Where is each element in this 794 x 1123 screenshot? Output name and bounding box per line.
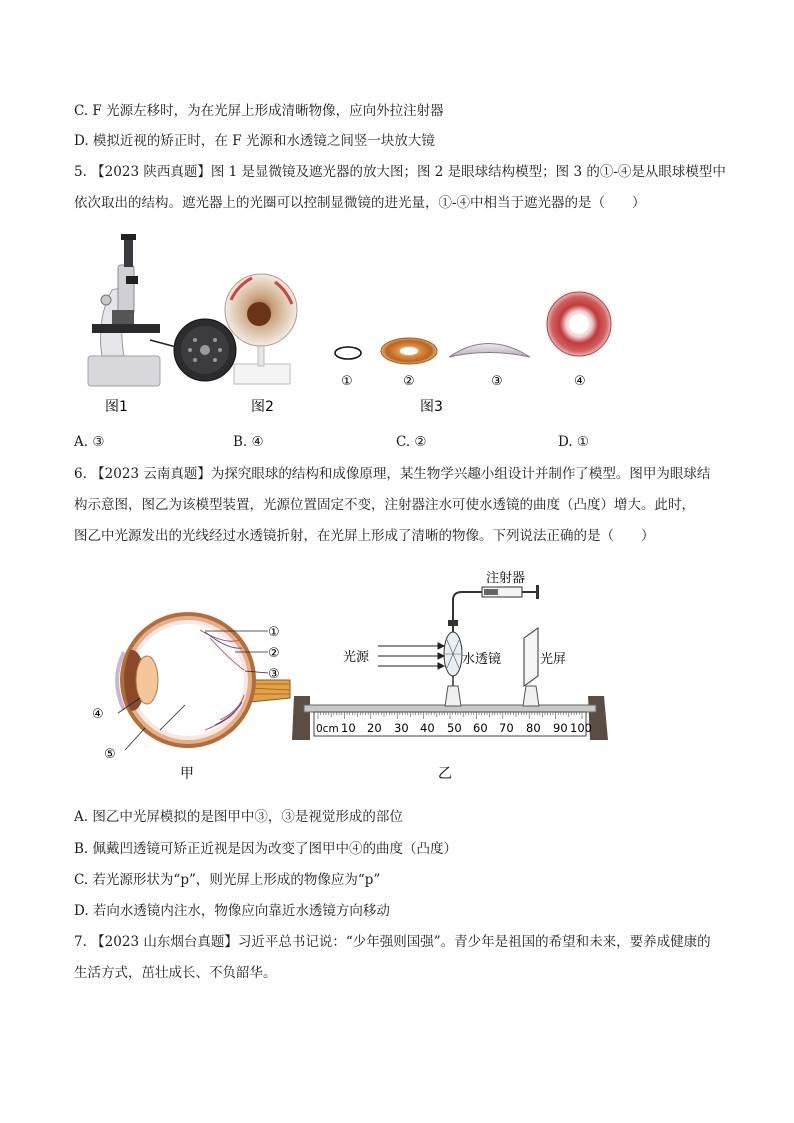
ruler-num-60: 60 [473, 721, 488, 735]
q6-option-b: B. 佩戴凹透镜可矫正近视是因为改变了图甲中④的曲度（凸度） [74, 841, 458, 857]
label-3: ③ [268, 667, 280, 682]
screen-label: 光屏 [540, 652, 567, 667]
q6-option-c: C. 若光源形状为“p”，则光屏上形成的物像应为“p” [74, 872, 381, 888]
light-screen [523, 628, 539, 706]
ruler-num-30: 30 [394, 721, 409, 735]
ruler-num-90: 90 [553, 721, 568, 735]
ruler-num-20: 20 [367, 721, 382, 735]
part1-ring [335, 347, 361, 359]
part4-number: ④ [574, 374, 586, 389]
fig3-caption: 图3 [420, 399, 443, 415]
part4-choroid [547, 292, 611, 356]
fig2-caption: 图2 [251, 399, 274, 415]
q5-stem-line-1: 5. 【2023 陕西真题】图 1 是显微镜及遮光器的放大图；图 2 是眼球结构模型；图 3 的①-④是从眼球模型中 [74, 164, 726, 180]
light-rays [378, 643, 444, 669]
diaphragm-image [174, 319, 236, 381]
q5-option-a: A. ③ [74, 434, 105, 450]
q7-stem-line-1: 7. 【2023 山东烟台真题】习近平总书记说：“少年强则国强”。青少年是祖国的希望和未来，要养成健康的 [74, 934, 711, 950]
light-source-label: 光源 [343, 650, 370, 665]
eye-model-image [225, 274, 297, 384]
q6-stem-line-2: 构示意图，图乙为该模型装置，光源位置固定不变，注射器注水可使水透镜的曲度（凸度）增大。此时， [74, 497, 695, 513]
label-4: ④ [92, 707, 104, 722]
water-lens-assembly [444, 592, 482, 706]
q5-option-b: B. ④ [233, 434, 264, 450]
prev-option-c: C. F 光源左移时，为在光屏上形成清晰物像，应向外拉注射器 [74, 103, 444, 119]
q6-option-d: D. 若向水透镜内注水，物像应向靠近水透镜方向移动 [74, 903, 390, 919]
part3-number: ③ [491, 374, 503, 389]
caption-jia: 甲 [180, 766, 194, 782]
ruler-num-70: 70 [499, 721, 514, 735]
ruler-num-50: 50 [447, 721, 462, 735]
part3-cornea [449, 344, 530, 358]
q5-stem-line-2: 依次取出的结构。遮光器上的光圈可以控制显微镜的进光量，①-④中相当于遮光器的是（ ） [74, 195, 646, 211]
q6-stem-line-3: 图乙中光源发出的光线经过水透镜折射，在光屏上形成了清晰的物像。下列说法正确的是（ ） [74, 528, 655, 544]
label-2: ② [268, 646, 280, 661]
ruler-unit: 0cm [316, 723, 339, 735]
syringe [482, 585, 539, 599]
ruler-num-10: 10 [341, 721, 356, 735]
part2-iris [381, 338, 437, 364]
prev-option-d: D. 模拟近视的矫正时，在 F 光源和水透镜之间竖一块放大镜 [74, 133, 435, 149]
label-1: ① [268, 625, 280, 640]
ruler-num-40: 40 [420, 721, 435, 735]
water-lens-label: 水透镜 [462, 652, 502, 667]
label-5: ⑤ [104, 747, 116, 762]
ruler-num-100: 100 [570, 721, 592, 735]
q5-figure [0, 230, 794, 430]
eye-diagram [117, 612, 290, 748]
q5-option-c: C. ② [396, 434, 427, 450]
q7-stem-line-2: 生活方式，茁壮成长、不负韶华。 [74, 965, 277, 981]
microscope-image [88, 234, 160, 386]
syringe-label: 注射器 [486, 571, 526, 586]
ruler-num-80: 80 [526, 721, 541, 735]
q6-figure [0, 570, 794, 800]
q6-option-a: A. 图乙中光屏模拟的是图甲中③，③是视觉形成的部位 [74, 809, 403, 825]
q6-stem-line-1: 6. 【2023 云南真题】为探究眼球的结构和成像原理，某生物学兴趣小组设计并制作了模型。图甲为眼球结 [74, 466, 711, 482]
part2-number: ② [403, 374, 415, 389]
caption-yi: 乙 [438, 766, 452, 782]
fig1-caption: 图1 [105, 399, 128, 415]
q5-option-d: D. ① [558, 434, 590, 450]
part1-number: ① [341, 374, 353, 389]
